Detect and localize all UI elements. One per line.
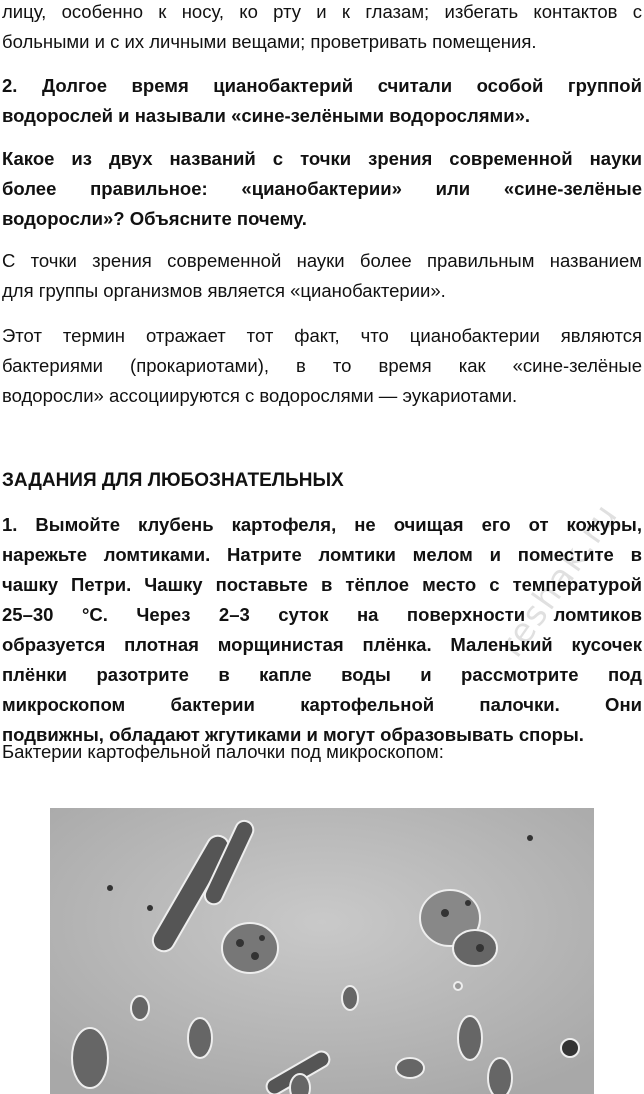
text-line: больными и с их личными вещами; проветривать помещения. xyxy=(2,31,537,52)
text-line: нарежьте ломтиками. Натрите ломтики мелом и поместите в xyxy=(2,544,642,565)
text-line: микроскопом бактерии картофельной палочки. Они xyxy=(2,694,642,715)
image-caption: Бактерии картофельной палочки под микроскопом: xyxy=(2,741,444,762)
text-line: 1. Вымойте клубень картофеля, не очищая его от кожуры, xyxy=(2,514,642,535)
text-line: бактериями (прокариотами), в то время как «сине-зелёные xyxy=(2,355,642,376)
microscope-photo xyxy=(50,808,594,1094)
text-line: водорослей и называли «сине-зелёными водорослями». xyxy=(2,105,530,126)
text-line: подвижны, обладают жгутиками и могут образовывать споры. xyxy=(2,724,584,745)
watermark: reshak.ru xyxy=(491,495,627,665)
text-line: плёнки разотрите в капле воды и рассмотрите под xyxy=(2,664,642,685)
question-2-sub xyxy=(2,144,642,234)
text-line: 2. Долгое время цианобактерий считали особой группой xyxy=(2,75,642,96)
text-line: образуется плотная морщинистая плёнка. Маленький кусочек xyxy=(2,634,642,655)
text-line: Этот термин отражает тот факт, что цианобактерии являются xyxy=(2,325,642,346)
text-line: более правильное: «цианобактерии» или «сине-зелёные xyxy=(2,178,642,199)
section-heading: ЗАДАНИЯ ДЛЯ ЛЮБОЗНАТЕЛЬНЫХ xyxy=(2,470,344,491)
text-line: чашку Петри. Чашку поставьте в тёплое место с температурой xyxy=(2,574,642,595)
text-line: для группы организмов является «цианобактерии». xyxy=(2,280,446,301)
text-line: водоросли» ассоциируются с водорослями — эукариотами. xyxy=(2,385,518,406)
text-line: лицу, особенно к носу, ко рту и к глазам; избегать контактов с xyxy=(2,1,642,22)
paragraph-hygiene xyxy=(2,0,642,57)
answer-paragraph-1 xyxy=(2,246,642,306)
answer-paragraph-2 xyxy=(2,321,642,411)
text-line: 25–30 °С. Через 2–3 суток на поверхности ломтиков xyxy=(2,604,642,625)
text-line: водоросли»? Объясните почему. xyxy=(2,208,307,229)
question-2 xyxy=(2,71,642,131)
text-line: С точки зрения современной науки более правильным названием xyxy=(2,250,642,271)
text-line: Какое из двух названий с точки зрения современной науки xyxy=(2,148,642,169)
